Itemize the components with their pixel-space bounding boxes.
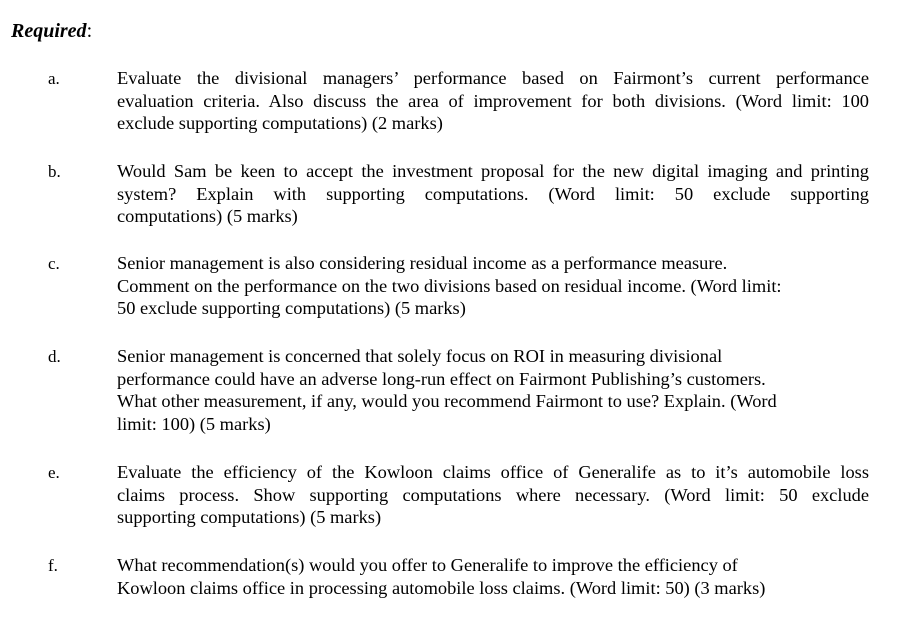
question-letter: f. xyxy=(48,556,58,575)
question-line: computations) (5 marks) xyxy=(117,206,298,226)
question-line: performance could have an adverse long-run effect on Fairmont Publishing’s customers. xyxy=(117,368,766,389)
question-text xyxy=(117,554,765,599)
question-line: Evaluate the efficiency of the Kowloon claims office of Generalife as to it’s automobile loss xyxy=(117,462,869,482)
question-line: supporting computations) (5 marks) xyxy=(117,507,382,527)
question-line: What other measurement, if any, would you recommend Fairmont to use? Explain. (Word xyxy=(117,391,777,411)
question-line: exclude supporting computations) (2 marks) xyxy=(117,113,443,133)
question-line: Kowloon claims office in processing automobile loss claims. (Word limit: 50) (3 marks) xyxy=(117,577,766,598)
question-line: Senior management is also considering residual income as a performance measure. xyxy=(117,253,728,273)
question-letter: c. xyxy=(48,254,60,273)
question-line: Would Sam be keen to accept the investment proposal for the new digital imaging and printing xyxy=(117,161,869,181)
required-label: Required xyxy=(11,20,87,42)
question-text xyxy=(117,252,782,320)
question-line: What recommendation(s) would you offer to Generalife to improve the efficiency of xyxy=(117,555,738,575)
question-line: Senior management is concerned that solely focus on ROI in measuring divisional xyxy=(117,346,723,366)
question-letter: d. xyxy=(48,347,61,366)
required-heading xyxy=(11,18,92,44)
required-colon: : xyxy=(86,20,93,42)
question-line: system? Explain with supporting computations. (Word limit: 50 exclude supporting xyxy=(117,183,869,204)
question-line: 50 exclude supporting computations) (5 marks) xyxy=(117,298,466,318)
question-text xyxy=(117,345,777,435)
question-text xyxy=(117,160,869,228)
question-line: Comment on the performance on the two divisions based on residual income. (Word limit: xyxy=(117,275,782,296)
question-letter: e. xyxy=(48,463,60,482)
question-line: Evaluate the divisional managers’ performance based on Fairmont’s current performance xyxy=(117,68,869,88)
question-text xyxy=(117,461,869,529)
question-line: evaluation criteria. Also discuss the area of improvement for both divisions. (Word limit: 100 xyxy=(117,90,869,111)
question-letter: b. xyxy=(48,162,61,181)
question-letter: a. xyxy=(48,69,60,88)
question-text xyxy=(117,67,869,135)
question-line: limit: 100) (5 marks) xyxy=(117,413,271,434)
question-line: claims process. Show supporting computations where necessary. (Word limit: 50 exclude xyxy=(117,484,869,505)
